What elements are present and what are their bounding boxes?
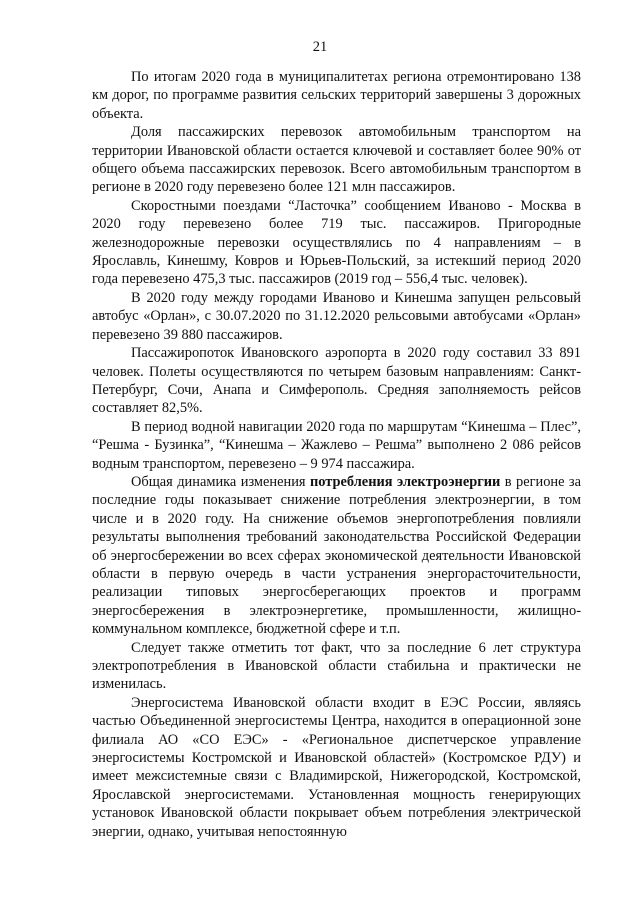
page-number: 21 — [312, 39, 328, 55]
paragraph-airport: Пассажиропоток Ивановского аэропорта в 2020 году составил 33 891 человек. Полеты осуществляются по четырем базовым направлениям: Санкт-Петербург, Сочи, Анапа и Симферополь. Средняя заполняемость рейсов составляет 82,5%. — [92, 345, 581, 417]
paragraph-roads: По итогам 2020 года в муниципалитетах региона отремонтировано 138 км дорог, по программе развития сельских территорий завершены 3 дорожных объекта. — [92, 69, 581, 122]
paragraph-water-transport: В период водной навигации 2020 года по маршрутам “Кинешма – Плес”, “Решма - Бузинка”, “Кинешма – Жажлево – Решма” выполнено 2 086 рейсов водным транспортом, перевезено – 9 974 пассажира. — [92, 418, 581, 472]
paragraph-electricity-consumption — [92, 473, 581, 639]
paragraph-rail-transport: Скоростными поездами “Ласточка” сообщением Иваново - Москва в 2020 году перевезено более 719 тыс. пассажиров. Пригородные железнодорожные перевозки осуществлялись по 4 направлениям – в Ярославль, Кинешму, Ковров и Юрьев-Польский, за истекший период 2020 года перевезено 475,3 тыс. пассажиров (2019 год – 556,4 тыс. человек). — [92, 197, 581, 288]
paragraph-energy-system: Энергосистема Ивановской области входит в ЕЭС России, являясь частью Объединенной энергосистемы Центра, находится в операционной зоне филиала АО «СО ЕЭС» - «Региональное диспетчерское управление энергосистемы Костромской и Ивановской областей» (Костромское РДУ) и имеет межсистемные связи с Владимирской, Нижегородской, Костромской, Ярославской энергосистемами. Установленная мощность генерирующих установок Ивановской области покрывает объем потребления электрической энергии, однако, учитывая непостоянную — [92, 694, 581, 840]
paragraph-electricity-rest: в регионе за последние годы показывает снижение потребления электроэнергии, в том числе и в 2020 году. На снижение объемов энергопотребления повлияли результаты выполнения требований законодательства Российской Федерации об энергосбережении во всех сферах экономической деятельности Ивановской области в первую очередь в части устранения энергорасточительности, реализации типовых энергосберегающих проектов и программ энергосбережения в электроэнергетике, промышленности, жилищно-коммунальном комплексе, бюджетной сфере и т.п. — [92, 473, 581, 638]
paragraph-rail-bus: В 2020 году между городами Иваново и Кинешма запущен рельсовый автобус «Орлан», с 30.07.2020 по 31.12.2020 рельсовыми автобусами «Орлан» перевезено 39 880 пассажиров. — [92, 289, 581, 343]
paragraph-electricity-intro: Общая динамика изменения — [131, 473, 310, 490]
document-body — [92, 68, 581, 841]
paragraph-electricity-emphasis: потребления электроэнергии — [309, 473, 501, 490]
paragraph-consumption-structure: Следует также отметить тот факт, что за последние 6 лет структура электропотребления в Ивановской области стабильна и практически не изменилась. — [92, 639, 581, 693]
paragraph-road-transport: Доля пассажирских перевозок автомобильным транспортом на территории Ивановской области остается ключевой и составляет более 90% от общего объема пассажирских перевозок. Всего автомобильным транспортом в регионе в 2020 году перевезено более 121 млн пассажиров. — [92, 124, 581, 196]
